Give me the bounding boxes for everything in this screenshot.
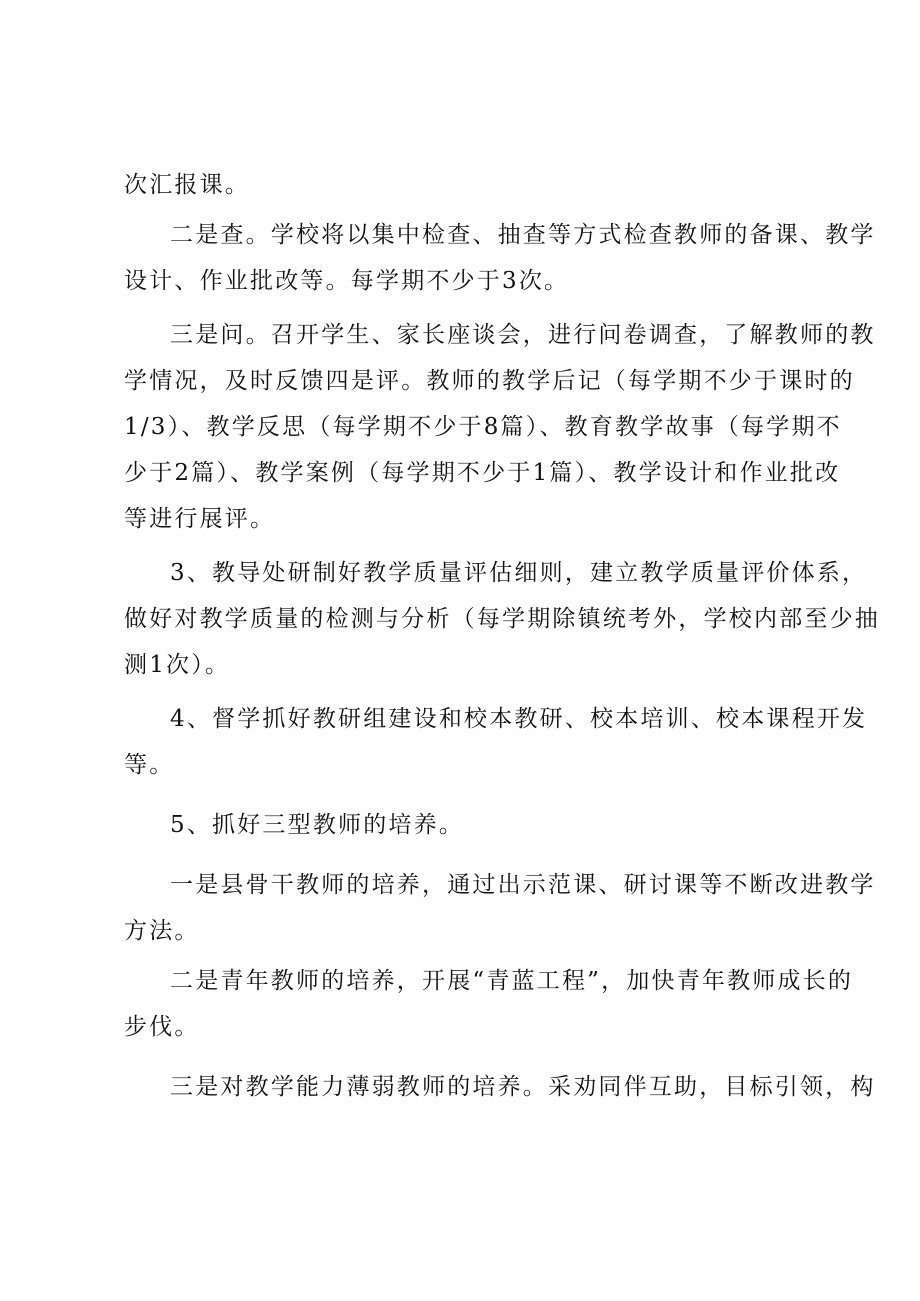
text-line: 三是对教学能力薄弱教师的培养。采劝同伴互助，目标引领，构 <box>170 1074 876 1100</box>
text-line: 步伐。 <box>124 1014 200 1040</box>
text-line: 少于2篇）、教学案例（每学期不少于1篇）、教学设计和作业批改 <box>124 460 841 486</box>
text-line: 1/3）、教学反思（每学期不少于8篇）、教育教学故事（每学期不 <box>124 414 842 440</box>
text-line: 二是查。学校将以集中检查、抽查等方式检查教师的备课、教学 <box>170 222 876 248</box>
text-line: 设计、作业批改等。每学期不少于3次。 <box>124 268 570 294</box>
text-line: 等进行展评。 <box>124 506 276 532</box>
text-line: 5、抓好三型教师的培养。 <box>170 812 465 838</box>
text-line: 一是县骨干教师的培养，通过出示范课、研讨课等不断改进教学 <box>170 872 876 898</box>
text-line: 测1次）。 <box>124 652 231 678</box>
text-line: 三是问。召开学生、家长座谈会，进行问卷调查，了解教师的教 <box>170 322 876 348</box>
text-line: 二是青年教师的培养，开展“青蓝工程”，加快青年教师成长的 <box>170 968 854 994</box>
document-body <box>124 162 880 1110</box>
text-line: 次汇报课。 <box>124 172 250 198</box>
text-line: 学情况，及时反馈四是评。教师的教学后记（每学期不少于课时的 <box>124 368 855 394</box>
text-line: 做好对教学质量的检测与分析（每学期除镇统考外，学校内部至少抽 <box>124 606 880 632</box>
text-line: 4、督学抓好教研组建设和校本教研、校本培训、校本课程开发 <box>170 706 868 732</box>
text-line: 等。 <box>124 752 175 778</box>
text-line: 3、教导处研制好教学质量评估细则，建立教学质量评价体系， <box>170 560 868 586</box>
text-line: 方法。 <box>124 918 200 944</box>
